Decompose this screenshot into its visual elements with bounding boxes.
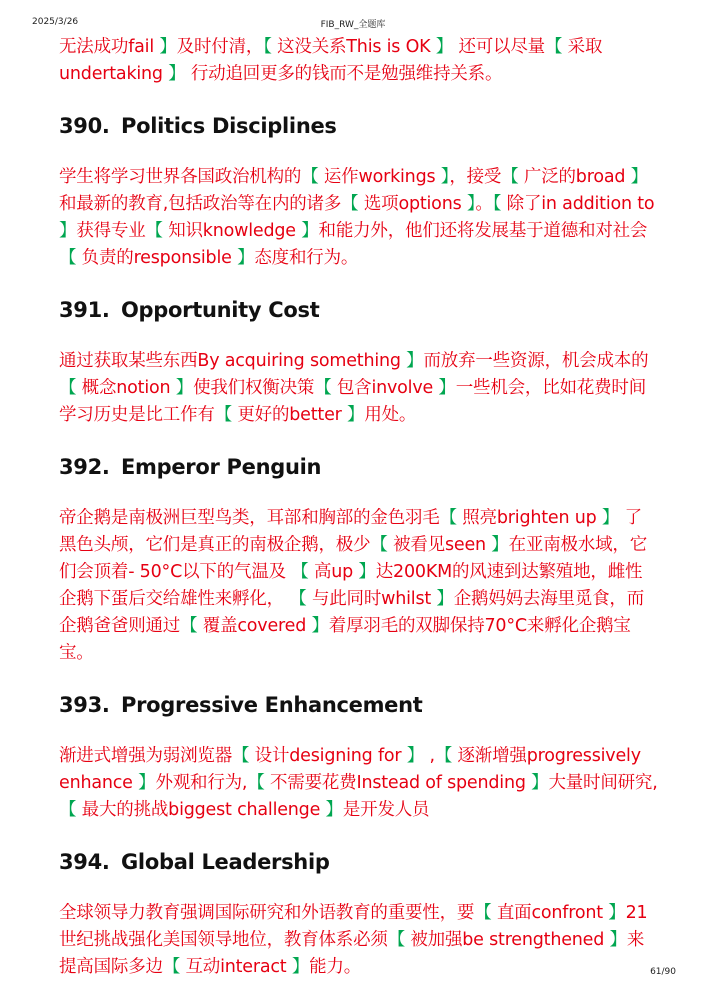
paragraph-text-segment: 了黑色头颅，它们是真正的南极企鹅，极少 — [59, 508, 642, 555]
paragraph-text-segment: 不需要花费Instead of spending — [269, 773, 526, 793]
paragraph-text-segment: 采取undertaking — [59, 37, 603, 84]
answer-bracket: 】 — [604, 930, 627, 950]
section-heading — [59, 691, 659, 719]
section-title: Opportunity Cost — [121, 298, 320, 322]
paragraph-text-segment: 渐进式增强为弱浏览器 — [59, 746, 232, 766]
paragraph-text-segment: 全球领导力教育强调国际研究和外语教育的重要性，要 — [59, 903, 475, 923]
paragraph-text-segment: 这没关系This is OK — [277, 37, 431, 57]
paragraph-text-segment: 无法成功fail — [59, 37, 155, 57]
paragraph-text-segment: 学生将学习世界各国政治机构的 — [59, 167, 302, 187]
paragraph-text-segment: 包含involve — [336, 378, 434, 398]
paragraph-text-segment: 获得专业 — [76, 221, 146, 241]
answer-bracket: 【 — [370, 535, 394, 555]
answer-bracket: 】 — [306, 616, 329, 636]
paragraph-text-segment: 互动interact — [185, 957, 287, 977]
answer-bracket: 】 — [353, 562, 376, 582]
paragraph-text-segment: 最大的挑战biggest challenge — [81, 800, 321, 820]
answer-bracket: 【 — [301, 167, 324, 187]
paragraph-text-segment: 而放弃一些资源，机会成本的 — [423, 351, 649, 371]
paragraph-text-segment: 负责的responsible — [81, 248, 232, 268]
document-title: FIB_RW_全题库 — [320, 20, 386, 30]
paragraph-text-segment: 被看见seen — [393, 535, 486, 555]
spacer — [59, 88, 659, 112]
paragraph-text-segment: 逐渐增强progressively enhance — [59, 746, 641, 793]
paragraph-text-segment: 运作workings — [323, 167, 436, 187]
answer-bracket: 】 — [430, 37, 454, 57]
paragraph-text-segment: 与此同时whilst — [311, 589, 432, 609]
paragraph-text-segment: 着厚羽毛的双脚保持70°C来孵化企鹅宝宝。 — [59, 616, 631, 663]
answer-bracket: 【 — [387, 930, 411, 950]
page-number: 61/90 — [650, 967, 676, 977]
paragraph-text-segment: 大量时间研究, — [548, 773, 658, 793]
answer-bracket: 【 — [247, 773, 270, 793]
paragraph-text-segment: 知识knowledge — [168, 221, 296, 241]
paragraph-text-segment: 在亚南极水域，它们会顶着- 50°C以下的气温及 — [59, 535, 647, 582]
section-number: 392. — [59, 455, 110, 479]
answer-bracket: 】 — [525, 773, 549, 793]
spacer — [59, 140, 659, 164]
answer-bracket: 】 — [461, 194, 476, 214]
answer-bracket: 】 — [286, 957, 310, 977]
paragraph-text-segment: 直面confront — [496, 903, 603, 923]
paragraph-text-segment: ，接受 — [449, 167, 502, 187]
paragraph-text-segment: 能力。 — [309, 957, 362, 977]
section-title: Global Leadership — [121, 850, 330, 874]
paragraph-text-segment: 广泛的broad — [523, 167, 626, 187]
answer-bracket: 【 — [59, 800, 82, 820]
answer-bracket: 【 — [263, 37, 278, 57]
spacer — [59, 429, 659, 453]
paragraph-text-segment: 来提高国际多边 — [59, 930, 645, 977]
answer-bracket: 【 — [434, 746, 458, 766]
paragraph-text-segment: 21世纪挑战强化美国领导地位，教育体系必须 — [59, 903, 648, 950]
answer-bracket: 【 — [59, 248, 82, 268]
answer-bracket: 【 — [162, 957, 186, 977]
paragraph-text-segment: 除了in addition to — [506, 194, 655, 214]
answer-bracket: 】 — [401, 746, 425, 766]
answer-bracket: 】 — [625, 167, 648, 187]
paragraph-text-segment: 通过获取某些东西By acquiring something — [59, 351, 401, 371]
answer-bracket: 】 — [596, 508, 620, 528]
answer-bracket: 】 — [231, 248, 255, 268]
sections-container — [59, 88, 659, 981]
print-date: 2025/3/26 — [32, 17, 79, 27]
spacer — [59, 324, 659, 348]
paragraph-text-segment: 高up — [313, 562, 354, 582]
section-paragraph — [59, 164, 659, 272]
answer-bracket: 】 — [320, 800, 343, 820]
paragraph-text-segment: 照亮brighten up — [462, 508, 597, 528]
answer-bracket: 】 — [170, 378, 194, 398]
answer-bracket: 【 — [474, 903, 497, 923]
answer-bracket: 】 — [162, 64, 186, 84]
answer-bracket: 】 — [400, 351, 424, 371]
section-number: 394. — [59, 850, 110, 874]
paragraph-text-segment: 选项options — [363, 194, 462, 214]
spacer — [59, 481, 659, 505]
answer-bracket: 【 — [180, 616, 203, 636]
section-heading — [59, 296, 659, 324]
paragraph-text-segment: 和最新的教育,包括政治等在内的诸多 — [59, 194, 342, 214]
section-number: 390. — [59, 114, 110, 138]
paragraph-text-segment: 企鹅妈妈去海里觅食，而企鹅爸爸则通过 — [59, 589, 645, 636]
spacer — [59, 719, 659, 743]
paragraph-text-segment: 还可以尽量 — [453, 37, 545, 57]
paragraph-text-segment: 达200KM的风速到达繁殖地，雌性企鹅下蛋后交给雄性来孵化， — [59, 562, 643, 609]
answer-bracket: 【 — [341, 194, 364, 214]
answer-bracket: 【 — [59, 378, 82, 398]
section-paragraph — [59, 900, 659, 981]
answer-bracket: 】 — [602, 903, 626, 923]
answer-bracket: 】 — [132, 773, 156, 793]
section-paragraph — [59, 348, 659, 429]
section-heading — [59, 453, 659, 481]
spacer — [59, 824, 659, 848]
paragraph-text-segment: 更好的better — [237, 405, 342, 425]
paragraph-text-segment: 一些机会，比如花费时间学习历史是比工作有 — [59, 378, 647, 425]
paragraph-text-segment: 概念notion — [81, 378, 171, 398]
section-title: Emperor Penguin — [121, 455, 322, 479]
answer-bracket: 【 — [501, 167, 524, 187]
answer-bracket: 【 — [314, 378, 337, 398]
paragraph-text-segment: 被加强be strengthened — [410, 930, 605, 950]
answer-bracket: 【 — [289, 589, 312, 609]
section-title: Progressive Enhancement — [121, 693, 423, 717]
spacer — [59, 272, 659, 296]
section-paragraph — [59, 743, 659, 824]
spacer — [59, 667, 659, 691]
paragraph-text-segment: 使我们权衡决策 — [193, 378, 315, 398]
paragraph-text-segment: , — [424, 746, 435, 766]
paragraph-text-segment: 外观和行为, — [155, 773, 248, 793]
paragraph-text-segment: 态度和行为。 — [254, 248, 359, 268]
section-number: 393. — [59, 693, 110, 717]
section-number: 391. — [59, 298, 110, 322]
answer-bracket: 【 — [145, 221, 169, 241]
answer-bracket: 【 — [291, 562, 314, 582]
answer-bracket: 【 — [544, 37, 568, 57]
paragraph-text-segment: 及时付清， — [176, 37, 264, 57]
paragraph-text-segment: 帝企鹅是南极洲巨型鸟类，耳部和胸部的金色羽毛 — [59, 508, 440, 528]
answer-bracket: 【 — [439, 508, 463, 528]
paragraph-text-segment: 行动追回更多的钱而不是勉强维持关系。 — [185, 64, 503, 84]
paragraph-text-segment: 是开发人员 — [342, 800, 430, 820]
answer-bracket: 】 — [431, 589, 454, 609]
answer-bracket: 【 — [214, 405, 238, 425]
section-heading — [59, 112, 659, 140]
answer-bracket: 】 — [435, 167, 450, 187]
answer-bracket: 】 — [154, 37, 177, 57]
section-paragraph — [59, 505, 659, 667]
paragraph-text-segment: 用处。 — [364, 405, 417, 425]
paragraph-text-segment: 和能力外，他们还将发展基于道德和对社会 — [318, 221, 648, 241]
paragraph-text-segment: 设计designing for — [254, 746, 402, 766]
answer-bracket: 】 — [485, 535, 509, 555]
answer-bracket: 】 — [295, 221, 319, 241]
answer-bracket: 】 — [59, 221, 77, 241]
answer-bracket: 【 — [232, 746, 255, 766]
answer-bracket: 】 — [433, 378, 456, 398]
paragraph-text-segment: 覆盖covered — [202, 616, 307, 636]
section-title: Politics Disciplines — [121, 114, 337, 138]
paragraph-text-segment: 。 — [475, 194, 493, 214]
intro-paragraph — [59, 34, 659, 88]
answer-bracket: 】 — [341, 405, 365, 425]
spacer — [59, 876, 659, 900]
answer-bracket: 【 — [492, 194, 507, 214]
page-content — [59, 34, 659, 981]
section-heading — [59, 848, 659, 876]
